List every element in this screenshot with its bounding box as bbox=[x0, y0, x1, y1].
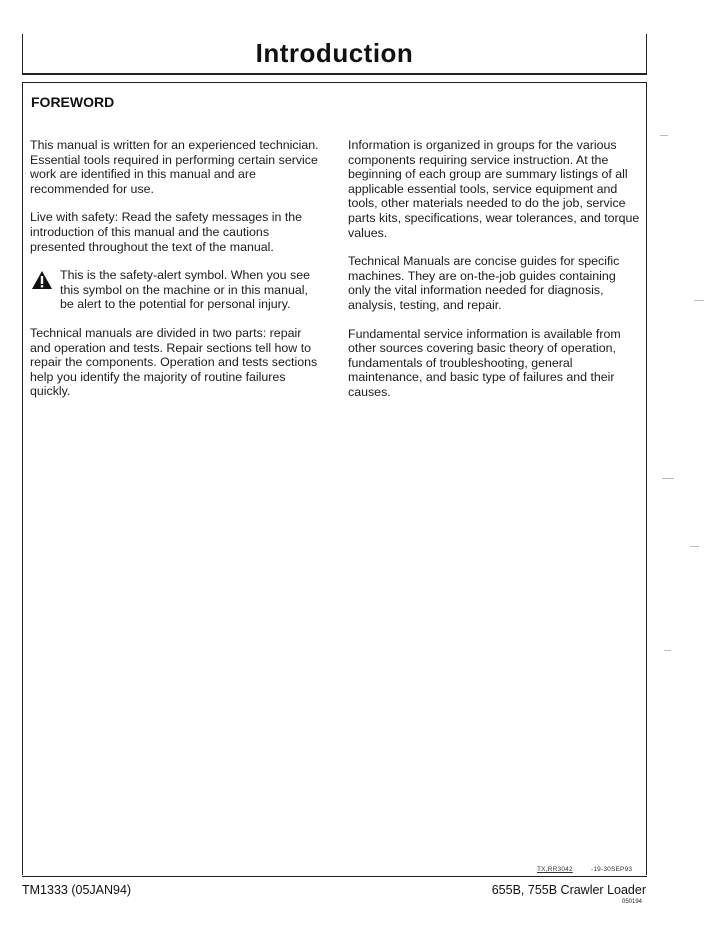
footer-model: 655B, 755B Crawler Loader bbox=[491, 883, 646, 897]
scan-speck bbox=[664, 650, 671, 651]
right-column bbox=[348, 138, 640, 414]
reference-code: TX,RR3042 bbox=[537, 866, 573, 873]
frame-bottom-rule bbox=[22, 876, 647, 877]
title-underline bbox=[22, 73, 647, 75]
left-paragraph-3: Technical manuals are divided in two parts: repair and operation and tests. Repair sections tell how to repair the components. Operation and tests sections help you identify the majority of routine failures quickly. bbox=[30, 325, 318, 399]
safety-alert-icon bbox=[31, 270, 53, 290]
left-paragraph-1: This manual is written for an experienced technician. Essential tools required in performing certain service work are identified in this manual and are recommended for use. bbox=[30, 138, 319, 196]
safety-warning-text: This is the safety-alert symbol. When you see this symbol on the machine or in this manual, be alert to the potential for personal injury. bbox=[60, 268, 310, 312]
footer-manual-id: TM1333 (05JAN94) bbox=[22, 883, 132, 897]
scan-speck bbox=[694, 300, 704, 301]
scan-speck bbox=[660, 135, 668, 136]
safety-warning bbox=[30, 268, 320, 312]
right-paragraph-3: Fundamental service information is available from other sources covering basic theory of operation, fundamentals of troubleshooting, general maintenance, and basic type of failures and their causes. bbox=[348, 326, 621, 399]
right-paragraph-2: Technical Manuals are concise guides for specific machines. They are on-the-job guides containing only the vital information needed for diagnosis, analysis, testing, and repair. bbox=[348, 254, 620, 312]
page-title: Introduction bbox=[255, 38, 414, 68]
section-heading: FOREWORD bbox=[31, 94, 115, 110]
reference-date: -19-30SEP93 bbox=[591, 866, 633, 873]
scan-speck bbox=[690, 546, 699, 547]
right-paragraph-1: Information is organized in groups for the various components requiring service instruction. At the beginning of each group are summary listings of all applicable essential tools, service equipment and tools, other materials needed to do the job, service parts kits, specifications, wear tolerances, and torque values. bbox=[348, 138, 640, 240]
footer-code: 050194 bbox=[622, 899, 643, 905]
left-column bbox=[30, 138, 320, 413]
scan-speck bbox=[662, 478, 674, 479]
left-paragraph-2: Live with safety: Read the safety messages in the introduction of this manual and the cautions presented throughout the text of the manual. bbox=[30, 210, 303, 254]
